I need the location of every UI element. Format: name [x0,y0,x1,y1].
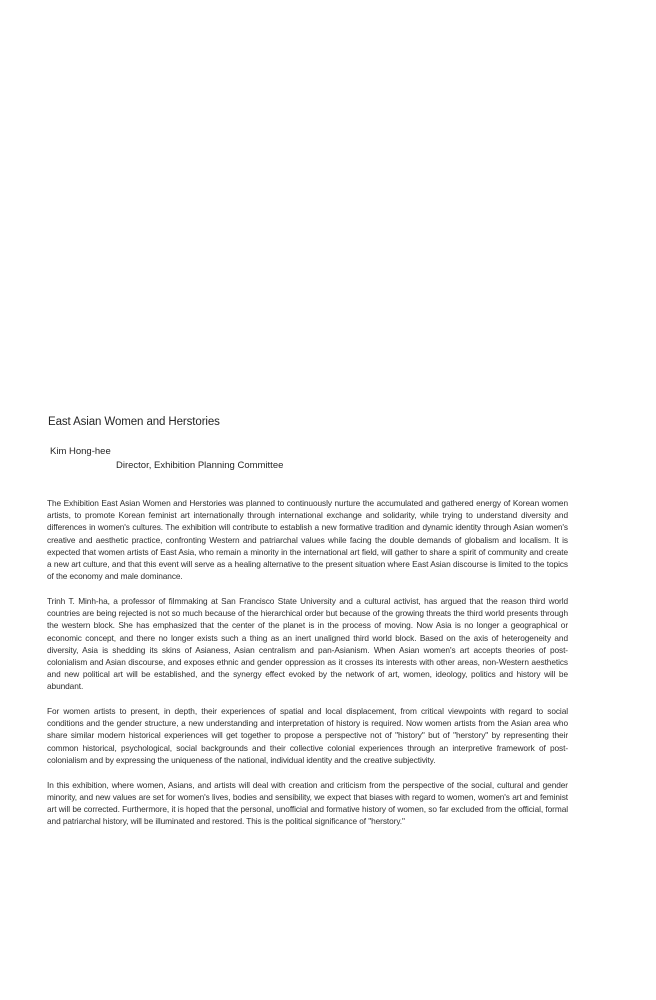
paragraph: In this exhibition, where women, Asians, and artists will deal with creation and criticism from the perspective of the social, cultural and gender minority, and new values are set for women's lives, bodies and sensibility, we expect that biases with regard to women, women's art and feminist art will be corrected. Furthermore, it is hoped that the personal, unofficial and formative history of women, so far excluded from the official, formal and patriarchal history, will be illuminated and restored. This is the political significance of "herstory." [47,779,568,827]
paragraph: For women artists to present, in depth, their experiences of spatial and local displacement, from critical viewpoints with regard to social conditions and the gender structure, a new understanding and interpretation of history is required. Now women artists from the Asian area who share similar modern historical experiences will get together to propose a perspective not of "history" but of "herstory" by representing their common historical, psychological, social backgrounds and their collective colonial experiences through an interpretive framework of post-colonialism and by expressing the uniqueness of the national, individual identity and the creative subjectivity. [47,706,568,765]
article-body [47,497,568,840]
author-role: Director, Exhibition Planning Committee [116,460,284,471]
author-name: Kim Hong-hee [50,446,111,457]
paragraph: Trinh T. Minh-ha, a professor of filmmaking at San Francisco State University and a cultural activist, has argued that the reason third world countries are being rejected is not so much because of the hierarchical order but because of the growing threats the third world presents through the western block. She has emphasized that the center of the planet is in the process of moving. Now Asia is no longer a geographical or economic concept, and there no longer exists such a thing as an inert unaligned third world block. Based on the axis of heterogeneity and diversity, Asia is shedding its skins of Asianess, Asian centralism and pan-Asianism. When Asian women's art accepts theories of post-colonialism and Asian discourse, and exposes ethnic and gender oppression as it crosses its interests with other areas, non-Western aesthetics and new political art will be established, and the synergy effect evoked by the network of art, women, ideology, politics and history will be abundant. [47,595,568,692]
paragraph: The Exhibition East Asian Women and Herstories was planned to continuously nurture the accumulated and gathered energy of Korean women artists, to promote Korean feminist art internationally through international exchange and solidarity, while trying to understand diversity and differences in women's cultures. The exhibition will contribute to establish a new formative tradition and dynamic identity through Asian women's creative and aesthetic practice, confronting Western and patriarchal values while facing the double demands of globalism and localism. It is expected that women artists of East Asia, who remain a minority in the international art field, will gather to share a spirit of community and create a new art culture, and that this event will serve as a healing alternative to the present situation where East Asian discourse is limited to the topics of the economy and male dominance. [47,498,568,582]
page-title: East Asian Women and Herstories [48,416,220,428]
